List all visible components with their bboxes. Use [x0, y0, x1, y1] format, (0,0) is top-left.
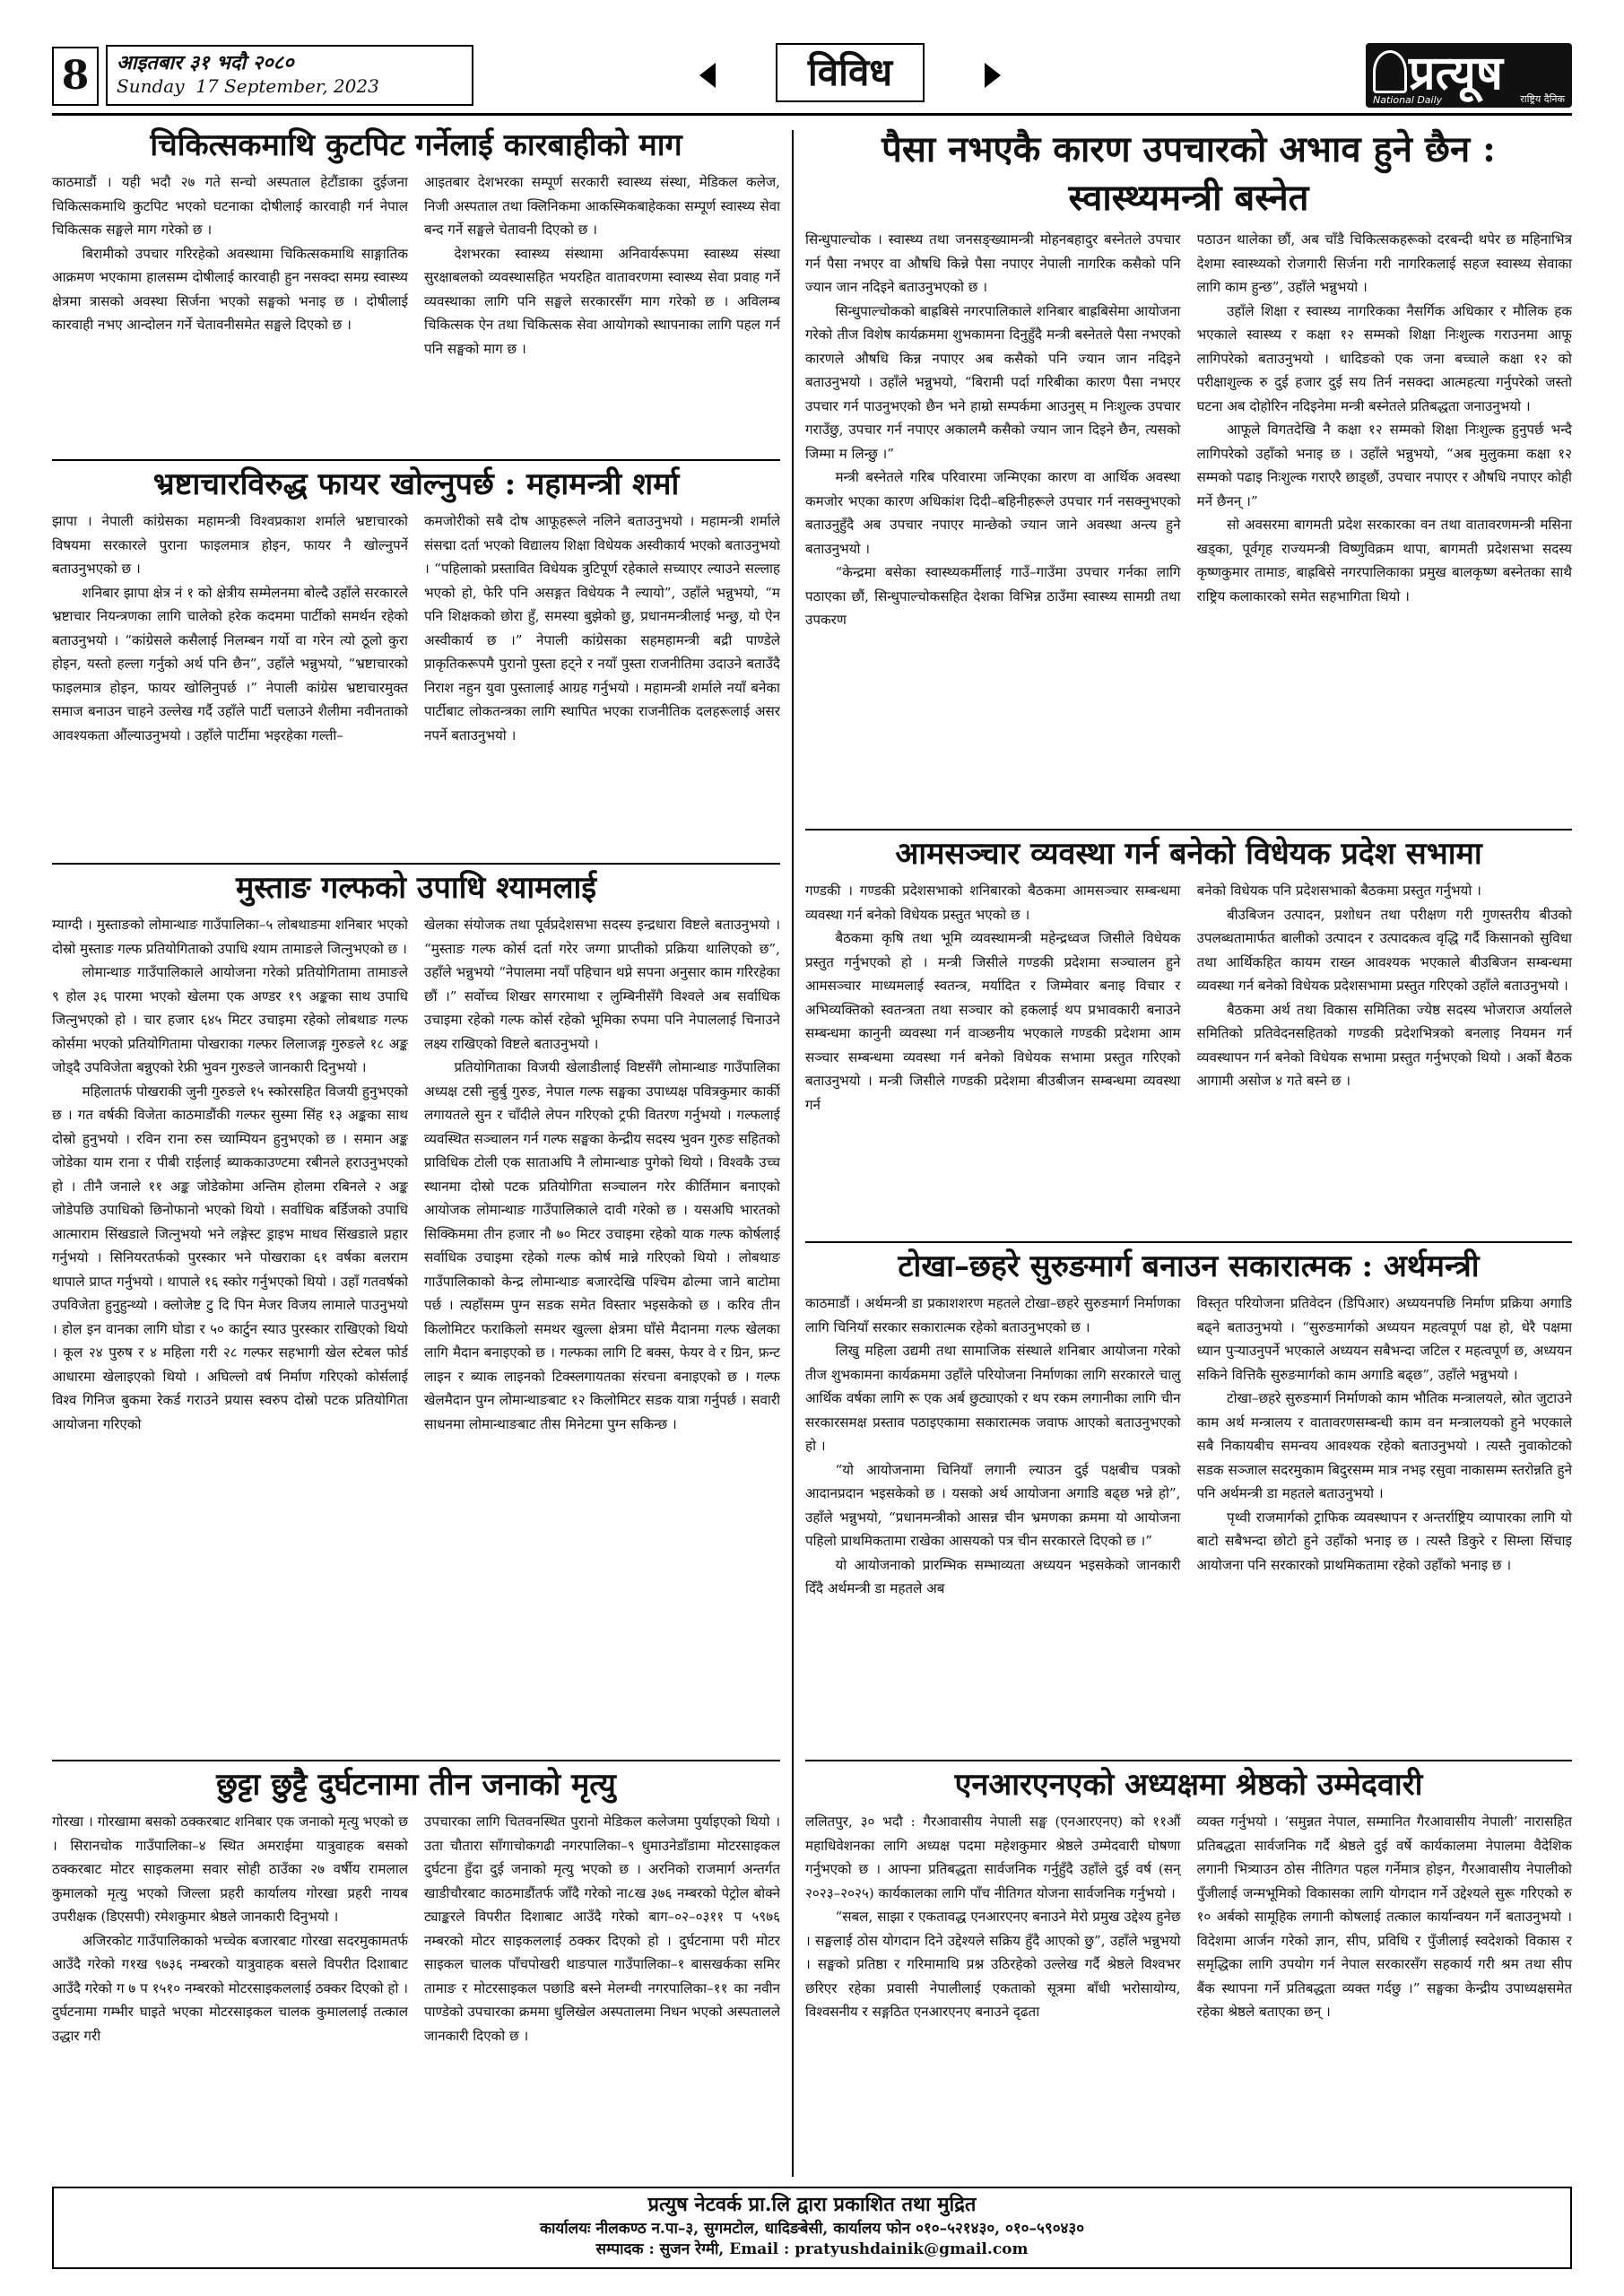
divider — [52, 863, 780, 865]
article-headline: छुट्टा छुट्टै दुर्घटनामा तीन जनाको मृत्यु — [216, 1767, 616, 1803]
article-paragraph: महिलातर्फ पोखराकी जुनी गुरुङले १५ स्कोरसहित विजयी हुनुभएको छ । गत वर्षकी विजेता काठमाडौंकी गल्फर सुस्मा सिंह १३ अङ्कका साथ दोस्रो हुनुभयो । रविन राना रुस च्याम्पियन हुनुभएको छ । समान अङ्क जोडेका याम राना र पीबी राईलाई ब्याककाउण्टमा रबीनले हराउनुभएको हो । तीनै जनाले ११ अङ्क जोडेकोमा अन्तिम होलमा रबिनले २ अङ्क जोडेपछि उपाधिको छिनोफानो भएको थियो । सर्वाधिक बर्डिजको उपाधि आत्माराम सिंखडाले जित्नुभयो भने लङ्गेस्ट ड्राइभ माधव सिंखडाले प्रहार गर्नुभयो । सिनियरतर्फको पुरस्कार भने पोखराका ६१ वर्षका बलराम थापाले प्राप्त गर्नुभयो । थापाले १६ स्कोर गर्नुभएको थियो । उहाँ गतवर्षको उपविजेता हुनुहुन्थ्यो । क्लोजेष्ट टु दि पिन मेजर विजय लामाले पाउनुभयो । होल इन वानका लागि घोडा र ५० कार्टुन स्याउ पुरस्कार राखिएको थियो । कूल २४ पुरुष र ४ महिला गरी २८ गल्फर सहभागी खेल स्टेबल फोर्ड आधारमा खेलाइएको थियो । अघिल्लो वर्ष निर्माण गरिएको कोर्सलाई विश्व गिनिज बुकमा रेकर्ड गराउने प्रयास स्वरुप दोस्रो पटक प्रतियोगिता आयोजना गरिएको — [52, 1083, 408, 1432]
article-paragraph: सिन्धुपाल्चोक । स्वास्थ्य तथा जनसङ्ख्यामन्त्री मोहनबहादुर बस्नेतले उपचार गर्न पैसा नभएर वा औषधि किन्ने पैसा नपाएर नेपाली नागरिक कसैको पनि ज्यान जान नदिइने बताउनुभएको छ । — [805, 231, 1181, 295]
article-paragraph: यो आयोजनाको प्रारम्भिक सम्भाव्यता अध्ययन भइसकेको जानकारी दिँदै अर्थमन्त्री डा महतले अब — [805, 1556, 1181, 1596]
article-headline: मुस्ताङ गल्फको उपाधि श्यामलाई — [235, 870, 597, 906]
article-health-minister — [805, 126, 1572, 825]
editor-email-line: सम्पादक : सुजन रेग्मी, Email : pratyushdainik@gmail.com — [595, 2240, 1029, 2258]
newspaper-logo — [1366, 43, 1572, 108]
article-paragraph: सिन्धुपाल्चोकको बाह्रबिसे नगरपालिकाले शनिबार बाह्रबिसेमा आयोजना गरेको तीज विशेष कार्यक्रममा शुभकामना दिनुहुँदै मन्त्री बस्नेतले पैसा नभएको कारणले औषधि किन्न नपाएर अब कसैको पनि ज्यान जान नदिइने बताउनुभयो । उहाँले भन्नुभयो, “बिरामी पर्दा गरिबीका कारण पैसा नभएर उपचार गर्न पाउनुभएको छैन भने हाम्रो सम्पर्कमा आउनुस् म निःशुल्क उपचार गराउँछु, उपचार गर्न नपाएर अकालमै कसैको ज्यान जान दिइने छैन, त्यसको जिम्मा म लिन्छु ।” — [805, 302, 1181, 462]
article-headline: एनआरएनएको अध्यक्षमा श्रेष्ठको उम्मेदवारी — [954, 1767, 1423, 1803]
article-paragraph: म्याग्दी । मुस्ताङको लोमान्थाङ गाउँपालिका–५ लोबथाङमा शनिबार भएको दोस्रो मुस्ताङ गल्फ प्रतियोगिताको उपाधि श्याम तामाङले जित्नुभएको छ । — [52, 917, 408, 957]
article-paragraph: शनिबार झापा क्षेत्र नं १ को क्षेत्रीय सम्मेलनमा बोल्दै उहाँले सरकारले भ्रष्टाचार नियन्त्रणका लागि चालेको हरेक कदममा पार्टीको समर्थन रहेको बताउनुभयो । “कांग्रेसले कसैलाई निलम्बन गर्यो वा गरेन त्यो ठूलो कुरा होइन, यस्तो हल्ला गर्नुको अर्थ पनि छैन”, उहाँले भन्नुभयो, “भ्रष्टाचारको फाइलमात्र होइन, फायर खोलिनुपर्छ ।” नेपाली कांग्रेस भ्रष्टाचारमुक्त समाज बनाउन चाहने उल्लेख गर्दै उहाँले पार्टी चलाउने शैलीमा नवीनताको आवश्यकता औंल्याउनुभयो । उहाँले पार्टीमा भइरहेका गल्ती– — [52, 584, 408, 744]
article-paragraph: लिखु महिला उद्यमी तथा सामाजिक संस्थाले शनिबार आयोजना गरेको तीज शुभकामना कार्यक्रममा उहाँले परियोजना निर्माणका लागि सरकारले चालु आर्थिक वर्षका लागि रू एक अर्ब छुट्याएको र थप रकम लगानीका लागि चीन सरकारसमक्ष प्रस्ताव पठाइएकामा सकारात्मक जवाफ आएको बताउनुभएको हो । — [805, 1343, 1181, 1454]
article-headline: टोखा–छहरे सुरुङमार्ग बनाउन सकारात्मक : अर्थमन्त्री — [898, 1248, 1480, 1284]
divider — [805, 1241, 1572, 1243]
article-paragraph: गोरखा । गोरखामा बसको ठक्करबाट शनिबार एक जनाको मृत्यु भएको छ । सिरानचोक गाउँपालिका–४ स्थित अमराईमा यात्रुवाहक बसको ठक्करबाट मोटर साइकलमा सवार सोही ठाउँका २७ वर्षीय रामलाल कुमालको मृत्यु भएको जिल्ला प्रहरी कार्यालय गोरखा प्रहरी नायब उपरीक्षक (डिएसपी) रमेशकुमार श्रेष्ठले जानकारी दिनुभयो । — [52, 1813, 408, 1925]
article-paragraph: उहाँले शिक्षा र स्वास्थ्य नागरिकका नैसर्गिक अधिकार र मौलिक हक भएकाले स्वास्थ्य र कक्षा १२ सम्मको शिक्षा निःशुल्क गराउनमा आफू लागिपरेको बताउनुभयो । धादिङको एक जना बच्चाले कक्षा १२ को परीक्षाशुल्क रु दुई हजार दुई सय तिर्न नसक्दा आत्महत्या गर्नुपरेको जस्तो घटना अब दोहोरिन नदिइनेमा मन्त्री बस्नेतले प्रतिबद्धता जनाउनुभयो । — [1196, 302, 1572, 414]
article-paragraph: बैठकमा अर्थ तथा विकास समितिका ज्येष्ठ सदस्य भोजराज अर्यालले समितिको प्रतिवेदनसहितको गण्डकी प्रदेशभित्रको बनलाइ नियमन गर्न व्यवस्थापन गर्न बनेको विधेयक सभामा प्रस्तुत गर्नुभएको थियो । अर्को बैठक आगामी असोज ४ गते बस्ने छ । — [1196, 1001, 1572, 1089]
article-doctors — [52, 126, 780, 459]
article-column-2 — [424, 913, 780, 1752]
publisher-footer — [52, 2187, 1572, 2269]
article-paragraph: आफूले विगतदेखि नै कक्षा १२ सम्मको शिक्षा निःशुल्क हुनुपर्छ भन्दै लागिपरेको उहाँको भनाइ छ । उहाँले भन्नुभयो, “अब मुलुकमा कक्षा १२ सम्मको पढाइ निःशुल्क गराएरै छाड्छौं, उपचार नपाएर र औषधि नपाएर कोही मर्ने छैनन् ।” — [1196, 422, 1572, 509]
article-paragraph: लोमान्थाङ गाउँपालिकाले आयोजना गरेको प्रतियोगितामा तामाङले ९ होल ३६ पारमा भएको खेलमा एक अण्डर १९ अङ्कका साथ उपाधि जित्नुभएको हो । चार हजार ६४५ मिटर उचाइमा रहेको लोबथाङ गल्फ कोर्समा भएको प्रतियोगितामा पोखराका गल्फर लिलाजङ्ग गुरुङले १८ अङ्क जोड्दै उपविजेता बन्नुएको रेफ्री भुवन गुरुङले जानकारी दिनुभयो । — [52, 964, 408, 1075]
article-column-2 — [1197, 1292, 1573, 1754]
logo-title: प्रत्यूष — [1409, 46, 1503, 100]
article-paragraph: काठमाडौं । यही भदौ २७ गते सन्चो अस्पताल हेटौंडाका दुईजना चिकित्सकमाथि कुटपिट भएको घटनाका दोषीलाई कारवाही गर्न नेपाल चिकित्सक सङ्घले माग गरेको छ । — [52, 174, 408, 238]
office-line: कार्यालयः नीलकण्ठ न.पा–३, सुगमटोल, धादिङबेसी, कार्यालय फोन ०१०–५२१४३०, ०१०–५९०४३० — [539, 2220, 1085, 2238]
article-tunnel — [805, 1247, 1572, 1758]
article-paragraph: पृथ्वी राजमार्गको ट्राफिक व्यवस्थापन र अन्तर्राष्ट्रिय व्यापारका लागि यो बाटो सबैभन्दा छोटो हुने उहाँको भनाइ छ । त्यस्तै डिकुरे र सिम्ला सिंचाइ आयोजना पनि सरकारको प्राथमिकतामा रहेको उहाँको भनाइ छ । — [1196, 1509, 1572, 1573]
article-column-2 — [424, 509, 780, 857]
article-paragraph: बनेको विधेयक पनि प्रदेशसभाको बैठकमा प्रस्तुत गर्नुभयो । — [1196, 883, 1481, 899]
article-headline: आमसञ्चार व्यवस्था गर्न बनेको विधेयक प्रदेश सभामा — [895, 836, 1482, 872]
masthead — [52, 43, 1572, 116]
article-paragraph: ललितपुर, ३० भदौ : गैरआवासीय नेपाली सङ्घ (एनआरएनए) को ११औं महाधिवेशनका लागि अध्यक्ष पदमा महेशकुमार श्रेष्ठले उम्मेदवारी घोषणा गर्नुभएको छ । आफ्ना प्रतिबद्धता सार्वजनिक गर्नुहुँदै उहाँले दुई वर्ष (सन् २०२३–२०२५) कार्यकालका लागि पाँच नीतिगत योजना सार्वजनिक गर्नुभयो । — [805, 1813, 1181, 1901]
article-headline-line-1: पैसा नभएकै कारण उपचारको अभाव हुने छैन : — [881, 128, 1496, 170]
article-paragraph: बैठकमा कृषि तथा भूमि व्यवस्थामन्त्री महेन्द्रध्वज जिसीले विधेयक प्रस्तुत गर्नुभएको हो । मन्त्री जिसीले गण्डकी प्रदेशमा सञ्चालन हुने आमसञ्चार माध्यमलाई स्वतन्त्र, मर्यादित र जिम्मेवार बनाइ विचार र अभिव्यक्तिको स्वतन्त्रता तथा सञ्चार को हकलाई थप प्रभावकारी बनाउने सम्बन्धमा कानुनी व्यवस्था गर्न वाञ्छनीय भएकाले गण्डकी प्रदेशमा आम सञ्चार सम्बन्धमा व्यवस्था गर्न बनेको विधेयक सभामा प्रस्तुत गरिएको बताउनुभयो । मन्त्री जिसीले गण्डकी प्रदेशमा बीउबीजन सम्बन्धमा व्यवस्था गर्न — [805, 930, 1181, 1113]
date-english-day: Sunday — [117, 75, 185, 97]
article-column-2 — [1197, 879, 1573, 1234]
article-paragraph: व्यक्त गर्नुभयो । ‘समुन्नत नेपाल, सम्मानित गैरआवासीय नेपाली’ नारासहित प्रतिबद्धता सार्वजनिक गर्दै श्रेष्ठले दुई वर्षे कार्यकालमा नेपालमा वैदेशिक लगानी भित्र्याउन ठोस नीतिगत पहल गर्नेमात्र होइन, गैरआवासीय नेपालीको पुँजीलाई जन्मभूमिको विकासका लागि योगदान गर्ने उद्देश्यले सुरू गरिएको रु १० अर्बको सामूहिक लगानी कोषलाई तत्काल कार्यान्वयन गर्ने बताउनुभयो । विदेशमा आर्जन गरेको ज्ञान, सीप, प्रविधि र पुँजीलाई स्वदेशको विकास र समृद्धिका लागि उपयोग गर्न नेपाल सरकारसँग सहकार्य गरी श्रम तथा सीप बैंक स्थापना गर्ने प्रतिबद्धता व्यक्त गर्दछु ।” सङ्घका केन्द्रीय उपाध्यक्षसमेत रहेका श्रेष्ठले बताएका छन् । — [1196, 1813, 1572, 2020]
article-media-bill — [805, 834, 1572, 1238]
article-paragraph: कमजोरीको सबै दोष आफूहरूले नलिने बताउनुभयो । महामन्त्री शर्माले संसद्मा दर्ता भएको विद्यालय शिक्षा विधेयक अस्वीकार्य भएको बताउनुभयो । “पहिलाको प्रस्तावित विधेयक त्रुटिपूर्ण रहेकाले सच्याएर ल्याउने सल्लाह भएको हो, फेरि पनि असङ्गत विधेयक नै ल्यायो”, उहाँले भन्नुभयो, “म पनि शिक्षकको छोरा हुँ, समस्या बुझेको छु, प्रधानमन्त्रीलाई भन्छु, यो ऐन अस्वीकार्य छ ।” नेपाली कांग्रेसका सहमहामन्त्री बद्री पाण्डेले प्राकृतिकरूपमै पुरानो पुस्ता हट्ने र नयाँ पुस्ता राजनीतिमा उदाउने बताउँदै निराश नहुन युवा पुस्तालाई आग्रह गर्नुभयो । महामन्त्री शर्माले नयाँ बनेका पार्टीबाट लोकतन्त्रका लागि स्थापित भएका राजनीतिक दलहरूलाई असर नपर्ने बताउनुभयो । — [424, 513, 780, 744]
article-paragraph: विस्तृत परियोजना प्रतिवेदन (डिपिआर) अध्ययनपछि निर्माण प्रक्रिया अगाडि बढ्ने बताउनुभयो । “सुरुङमार्गको अध्ययन महत्वपूर्ण पक्ष हो, धेरै पक्षमा ध्यान पुऱ्याउनुपर्ने भएकाले अध्ययन सबैभन्दा जटिल र महत्वपूर्ण छ, अध्ययन सकिने वित्तिकै सुरुङमार्गको काम अगाडि बढ्छ”, उहाँले भन्नुभयो । — [1196, 1295, 1572, 1383]
article-headline: चिकित्सकमाथि कुटपिट गर्नेलाई कारबाहीको माग — [150, 127, 682, 163]
article-column-1 — [52, 170, 408, 456]
article-headline-line-2: स्वास्थ्यमन्त्री बस्नेत — [1068, 177, 1309, 219]
article-column-2 — [1197, 228, 1573, 823]
article-column-2 — [424, 1810, 780, 2174]
article-paragraph: बिरामीको उपचार गरिरहेको अवस्थामा चिकित्सकमाथि साङ्गातिक आक्रमण भएकामा हालसम्म दोषीलाई कारवाही हुन नसक्दा समग्र स्वास्थ्य क्षेत्रमा त्रासको अवस्था सिर्जना भएको सङ्घको भनाइ छ । दोषीलाई कारवाही नभए आन्दोलन गर्ने चेतावनीसमेत सङ्घले दिएको छ । — [52, 245, 408, 333]
article-paragraph: आइतबार देशभरका सम्पूर्ण सरकारी स्वास्थ्य संस्था, मेडिकल कलेज, निजी अस्पताल तथा क्लिनिकमा आकस्मिकबाहेकका सम्पूर्ण स्वास्थ्य सेवा बन्द गर्ने सङ्घले चेतावनी दिएको छ । — [424, 174, 780, 238]
publisher-line: प्रत्युष नेटवर्क प्रा.लि द्वारा प्रकाशित तथा मुद्रित — [647, 2193, 977, 2216]
article-corruption — [52, 465, 780, 861]
article-paragraph: “सबल, साझा र एकतावद्ध एनआरएनए बनाउने मेरो प्रमुख उद्देश्य हुनेछ । सङ्घलाई ठोस योगदान दिने उद्देश्यले सक्रिय हुँदै आएको छु”, उहाँले भन्नुभयो । सङ्घको प्रतिष्ठा र गरिमामाथि प्रश्न उठिरहेको उल्लेख गर्दै श्रेष्ठले विश्वभर छरिएर रहेका प्रवासी नेपालीलाई एकताको सूत्रमा बाँधी भरोसायोग्य, विश्वसनीय र सङ्गठित एनआरएनए बनाउने दृढता — [805, 1909, 1181, 2020]
article-paragraph: उपचारका लागि चितवनस्थित पुरानो मेडिकल कलेजमा पुर्याइएको थियो । उता चौतारा साँगाचोकगढी नगरपालिका–९ धुमाउनेडाँडामा मोटरसाइकल दुर्घटना हुँदा दुई जनाको मृत्यु भएको छ । अरनिको राजमार्ग अन्तर्गत खाडीचौरबाट काठमाडौंतर्फ जाँदै गरेको ना८ख ३७६ नम्बरको पेट्रोल बोक्ने ट्याङ्करले विपरीत दिशाबाट आउँदै गरेको बाग–०२–०३११ प ५९७६ नम्बरको मोटर साइकललाई ठक्कर दिएको हो । दुर्घटनामा परी मोटर साइकल चालक पाँचपोखरी थाङपाल गाउँपालिका–१ बासखर्कका समिर तामाङ र मोटरसाइकल पछाडि बस्ने मेलम्ची नगरपालिका–११ का नवीन पाण्डेको उपचारका क्रममा धुलिखेल अस्पतालमा निधन भएको अस्पतालले जानकारी दिएको छ । — [424, 1813, 780, 2044]
article-column-1 — [52, 509, 408, 857]
divider — [805, 1760, 1572, 1761]
article-paragraph: “यो आयोजनामा चिनियाँ लगानी ल्याउन दुई पक्षबीच पत्रको आदानप्रदान भइसकेको छ । यसको अर्थ आयोजना अगाडि बढ्छ भन्ने हो”, उहाँले भन्नुभयो, “प्रधानमन्त्रीको आसन्न चीन भ्रमणका क्रममा यो आयोजना पहिलो प्राथमिकतामा राखेका आसयको पत्र चीन सरकारले दिएको छ ।” — [805, 1461, 1181, 1549]
logo-subtitle-np: राष्ट्रिय दैनिक — [1520, 93, 1565, 105]
article-paragraph: काठमाडौं । अर्थमन्त्री डा प्रकाशशरण महतले टोखा–छहरे सुरुङमार्ग निर्माणका लागि चिनियाँ सरकार सकारात्मक रहेको बताउनुभएको छ । — [805, 1295, 1181, 1335]
article-mustang-golf — [52, 868, 780, 1756]
article-column-2 — [1197, 1810, 1573, 2174]
article-accident — [52, 1765, 780, 2178]
divider — [52, 459, 780, 461]
date-block — [106, 45, 473, 106]
section-title — [716, 43, 985, 108]
article-paragraph: पठाउन थालेका छौं, अब चाँडै चिकित्सकहरूको दरबन्दी थपेर छ महिनाभित्र देशमा स्वास्थ्यको रोजगारी सिर्जना गरी नागरिकलाई सहज स्वास्थ्य सेवाका लागि काम हुन्छ”, उहाँले भन्नुभयो । — [1196, 231, 1572, 295]
logo-mark-icon — [1373, 50, 1407, 93]
logo-subtitle-en: National Daily — [1373, 94, 1443, 106]
right-arrow-icon — [985, 63, 1001, 88]
article-column-1 — [805, 1292, 1181, 1754]
article-paragraph: झापा । नेपाली कांग्रेसका महामन्त्री विश्वप्रकाश शर्माले भ्रष्टाचारको विषयमा सरकारले पुराना फाइलमात्र होइन, फायर नै खोल्नुपर्ने बताउनुभएको छ । — [52, 513, 408, 577]
date-nepali: आइतबार ३१ भदौ २०८० — [117, 51, 294, 74]
article-paragraph: गण्डकी । गण्डकी प्रदेशसभाको शनिबारको बैठकमा आमसञ्चार सम्बन्धमा व्यवस्था गर्न बनेको विधेयक प्रस्तुत भएको छ । — [805, 883, 1181, 923]
article-column-1 — [52, 913, 408, 1752]
article-nrn — [805, 1765, 1572, 2178]
date-english-value: 17 September, 2023 — [195, 75, 379, 97]
article-column-1 — [52, 1810, 408, 2174]
article-paragraph: बीउबिजन उत्पादन, प्रशोधन तथा परीक्षण गरी गुणस्तरीय बीउको उपलब्धतामार्फत बालीको उत्पादन र उत्पादकत्व वृद्धि गर्दै किसानको सुविधा तथा आर्थिकहित कायम राख्न आवश्यक भएकाले बीउबिजन सम्बन्धमा व्यवस्था गर्न बनेको विधेयक प्रदेशसभामा प्रस्तुत गरिएको उहाँले बताउनुभयो । — [1196, 906, 1572, 994]
divider — [52, 1760, 780, 1761]
article-paragraph: खेलका संयोजक तथा पूर्वप्रदेशसभा सदस्य इन्द्रधारा विष्टले बताउनुभयो । “मुस्ताङ गल्फ कोर्स दर्ता गरेर जग्गा प्राप्तीको प्रक्रिया थालिएको छ”, उहाँले भन्नुभयो “नेपालमा नयाँ पहिचान थप्ने सपना अनुसार काम गरिरहेका छौं ।” सर्वोच्च शिखर सगरमाथा र लुम्बिनीसँगै विश्वले अब सर्वाधिक उचाइमा रहेको गल्फ कोर्स रहेको भूमिका रुपमा पनि नेपाललाई चिनाउने लक्ष्य राखिएको विष्टले बताउनुभयो । — [424, 917, 780, 1052]
article-headline: भ्रष्टाचारविरुद्ध फायर खोल्नुपर्छ : महामन्त्री शर्मा — [152, 466, 680, 502]
article-column-1 — [805, 228, 1181, 823]
article-column-1 — [805, 879, 1181, 1234]
article-paragraph: “केन्द्रमा बसेका स्वास्थ्यकर्मीलाई गाउँ–गाउँमा उपचार गर्नका लागि पठाएका छौं, सिन्धुपाल्चोकसहित देशका विभिन्न ठाउँमा स्वास्थ्य सामग्री तथा उपकरण — [805, 564, 1181, 628]
date-english — [117, 75, 463, 97]
article-paragraph: सो अवसरमा बागमती प्रदेश सरकारका वन तथा वातावरणमन्त्री मसिना खड्का, पूर्वगृह राज्यमन्त्री विष्णुविक्रम थापा, बागमती प्रदेशसभा सदस्य कृष्णकुमार तामाङ, बाह्रबिसे नगरपालिकाका प्रमुख बालकृष्ण बस्नेतका साथै राष्ट्रिय कलाकारको समेत सहभागिता थियो । — [1196, 517, 1572, 604]
article-column-1 — [805, 1810, 1181, 2174]
article-paragraph: प्रतियोगिताका विजयी खेलाडीलाई विष्टसँगै लोमान्थाङ गाउँपालिका अध्यक्ष टसी न्हुर्बु गुरुङ, नेपाल गल्फ सङ्घका उपाध्यक्ष पवित्रकुमार कार्की लगायतले सुन र चाँदीले लेपन गरिएको ट्रफी वितरण गर्नुभयो । गल्फलाई व्यवस्थित सञ्चालन गर्न गल्फ सङ्घका केन्द्रीय सदस्य भुवन गुरुङ सहितको प्राविधिक टोली एक साताअघि नै लोमान्थाङ पुगेको थियो । विश्वकै उच्च स्थानमा दोस्रो पटक प्रतियोगिता सञ्चालन गरेर कीर्तिमान बनाएको आयोजक लोमान्थाङ गाउँपालिकाले दावी गरेको छ । यसअघि भारतको सिक्किममा तीन हजार नौ ७० मिटर उचाइमा रहेको याक गल्फ कोर्षलाई सर्वाधिक उचाइमा रहेको गल्फ कोर्ष मान्ने गरिएको थियो । लोबथाङ गाउँपालिकाको केन्द्र लोमान्थाङ बजारदेखि पश्चिम ढोल्मा जाने बाटोमा पर्छ । त्यहाँसम्म पुग्न सडक समेत विस्तार भइसकेको छ । करिव तीन किलोमिटर फराकिलो समथर खुल्ला क्षेत्रमा घाँसे मैदानमा गल्फ खेलका लागि मैदान बनाइएको छ । गल्फका लागि टि बक्स, फेयर वे र ग्रिन, फ्रन्ट लाइन र ब्याक लाइनको टिक्स्लगायतका संरचना बनाइएको छ । गल्फ खेलमैदान पुग्न लोमान्थाङबाट १२ किलोमिटर सडक यात्रा गर्नुपर्छ । सवारी साधनमा लोमान्थाङबाट तीस मिनेटमा पुग्न सकिन्छ । — [424, 1059, 780, 1432]
article-column-2 — [424, 170, 780, 456]
article-paragraph: टोखा–छहरे सुरुङमार्ग निर्माणको काम भौतिक मन्त्रालयले, स्रोत जुटाउने काम अर्थ मन्त्रालय र वातावरणसम्बन्धी काम वन मन्त्रालयको हुने भएकाले सबै निकायबीच समन्वय आवश्यक रहेको बताउनुभयो । त्यस्तै नुवाकोटको सडक सञ्जाल सदरमुकाम बिदुरसम्म मात्र नभइ रसुवा नाकासम्म स्तरोन्नति हुने पनि अर्थमन्त्री डा महतले बताउनुभयो । — [1196, 1390, 1572, 1501]
column-divider — [792, 130, 794, 2177]
article-paragraph: अजिरकोट गाउँपालिकाको भच्चेक बजारबाट गोरखा सदरमुकामतर्फ आउँदै गरेको ग१ख ९७३६ नम्बरको यात्रुवाहक बसले विपरीत दिशाबाट आउँदै गरेको ग ७ प १५१० नम्बरको मोटरसाइकललाई ठक्कर दिएको हो । दुर्घटनामा गम्भीर घाइते भएका मोटरसाइकल चालक कुमाललाई तत्काल उद्धार गरी — [52, 1932, 408, 2044]
page-number: 8 — [52, 47, 99, 106]
article-paragraph: देशभरका स्वास्थ्य संस्थामा अनिवार्यरूपमा स्वास्थ्य संस्था सुरक्षाबलको व्यवस्थासहित भयरहित वातावरणमा स्वास्थ्य सेवा प्रवाह गर्ने व्यवस्थाका लागि पनि सङ्घले सरकारसँग माग गरेको छ । अविलम्ब चिकित्सक ऐन तथा चिकित्सक सेवा आयोगको स्थापनाका लागि पहल गर्न पनि सङ्घको माग छ । — [424, 245, 780, 357]
section-label: विविध — [776, 43, 925, 102]
divider — [805, 829, 1572, 831]
article-paragraph: मन्त्री बस्नेतले गरिब परिवारमा जन्मिएका कारण वा आर्थिक अवस्था कमजोर भएका कारण अधिकांश दिदी–बहिनीहरूले उपचार गर्न नसक्नुभएको बताउनुहुँदै अब उपचार नपाएर मान्छेको ज्यान जाने अवस्था अन्त्य हुने बताउनुभयो । — [805, 469, 1181, 557]
left-arrow-icon — [699, 63, 716, 88]
